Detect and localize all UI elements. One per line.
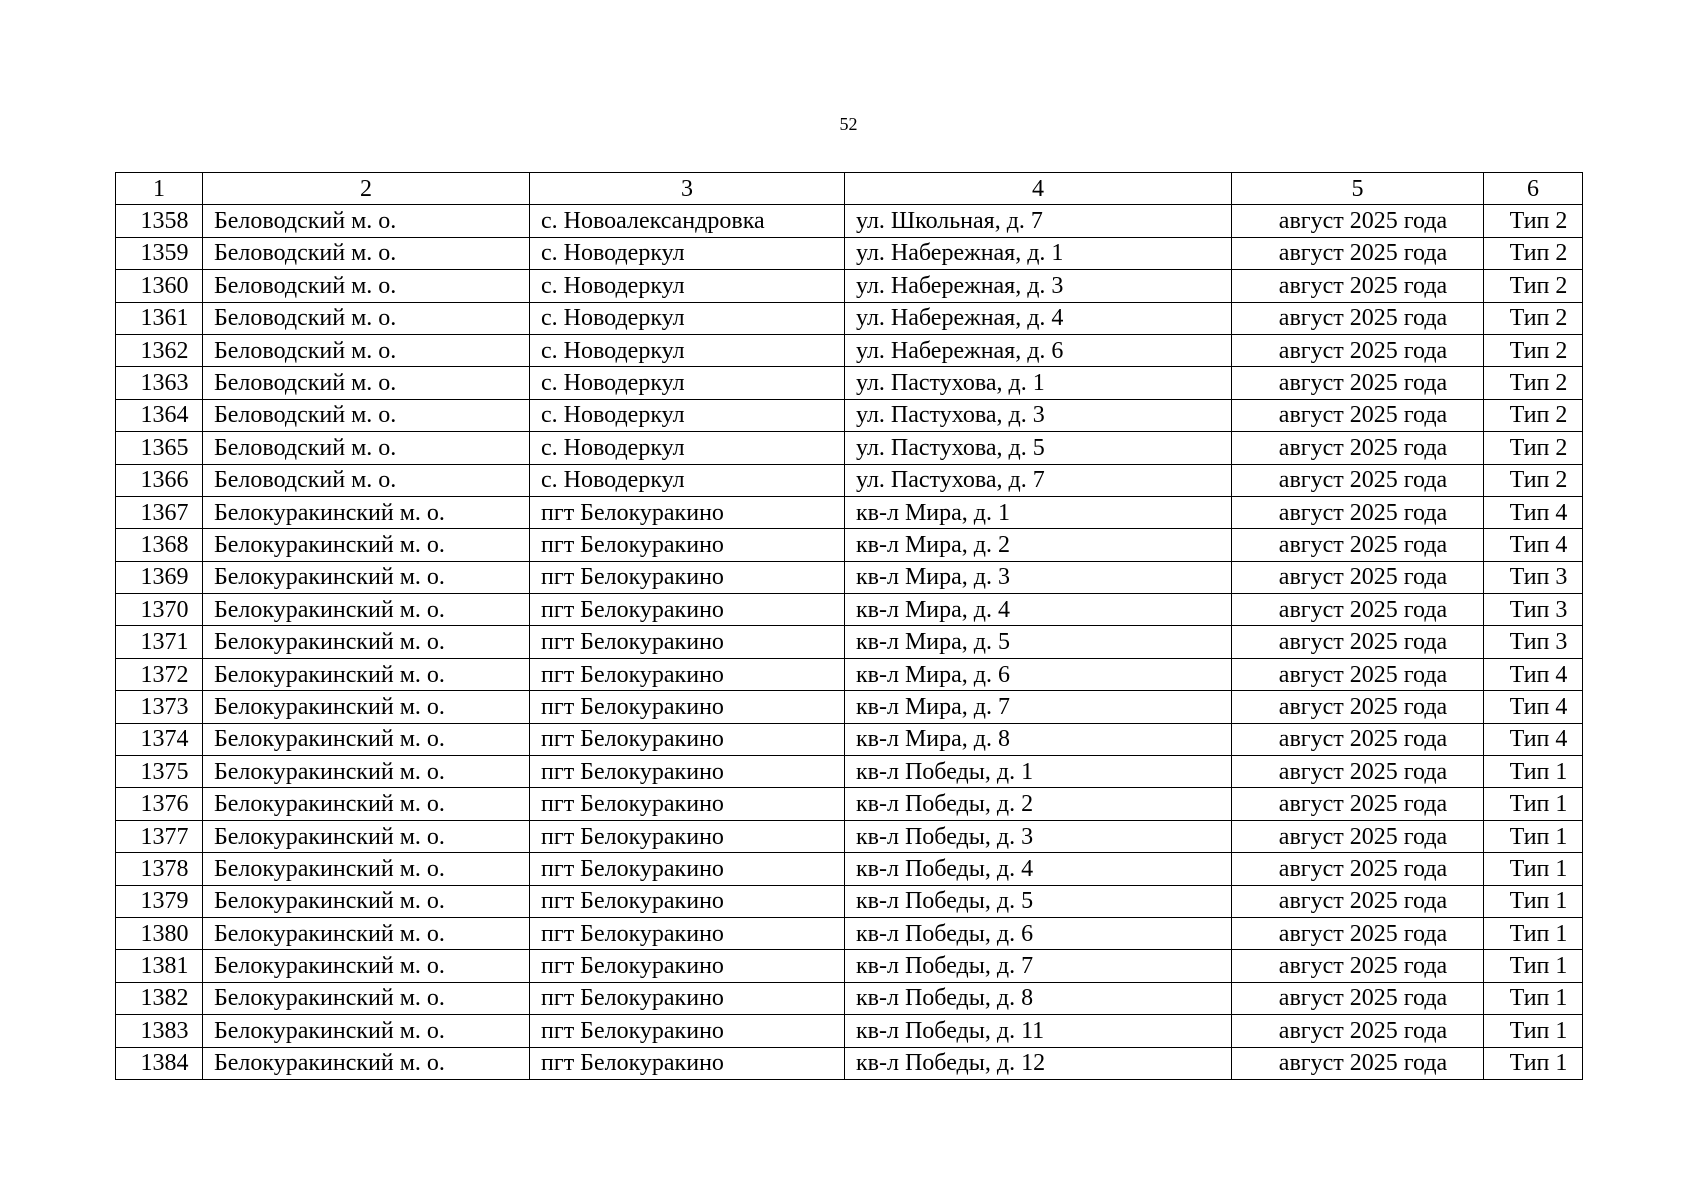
- district-cell: Белокуракинский м. о.: [203, 594, 530, 626]
- type-cell: Тип 2: [1484, 399, 1583, 431]
- date-cell: август 2025 года: [1232, 594, 1484, 626]
- address-cell: кв-л Мира, д. 5: [845, 626, 1232, 658]
- date-cell: август 2025 года: [1232, 626, 1484, 658]
- table-row: [116, 950, 1583, 982]
- date-cell: август 2025 года: [1232, 367, 1484, 399]
- date-cell: август 2025 года: [1232, 334, 1484, 366]
- date-cell: август 2025 года: [1232, 917, 1484, 949]
- address-cell: кв-л Мира, д. 4: [845, 594, 1232, 626]
- row-number-cell: 1377: [116, 820, 203, 852]
- table-header-row: [116, 173, 1583, 205]
- district-cell: Беловодский м. о.: [203, 237, 530, 269]
- date-cell: август 2025 года: [1232, 464, 1484, 496]
- district-cell: Белокуракинский м. о.: [203, 691, 530, 723]
- date-cell: август 2025 года: [1232, 723, 1484, 755]
- table-row: [116, 302, 1583, 334]
- type-cell: Тип 1: [1484, 950, 1583, 982]
- settlement-cell: с. Новодеркул: [530, 237, 845, 269]
- row-number-cell: 1368: [116, 529, 203, 561]
- settlement-cell: пгт Белокуракино: [530, 1015, 845, 1047]
- settlement-cell: с. Новоалександровка: [530, 205, 845, 237]
- table-row: [116, 367, 1583, 399]
- table-row: [116, 1047, 1583, 1079]
- date-cell: август 2025 года: [1232, 205, 1484, 237]
- settlement-cell: с. Новодеркул: [530, 464, 845, 496]
- settlement-cell: пгт Белокуракино: [530, 658, 845, 690]
- type-cell: Тип 1: [1484, 788, 1583, 820]
- table-row: [116, 270, 1583, 302]
- settlement-cell: пгт Белокуракино: [530, 496, 845, 528]
- row-number-cell: 1360: [116, 270, 203, 302]
- date-cell: август 2025 года: [1232, 302, 1484, 334]
- table-row: [116, 917, 1583, 949]
- type-cell: Тип 3: [1484, 561, 1583, 593]
- table-body: [116, 205, 1583, 1080]
- address-cell: кв-л Мира, д. 7: [845, 691, 1232, 723]
- address-cell: ул. Набережная, д. 6: [845, 334, 1232, 366]
- table-row: [116, 237, 1583, 269]
- address-cell: ул. Пастухова, д. 1: [845, 367, 1232, 399]
- date-cell: август 2025 года: [1232, 853, 1484, 885]
- table-row: [116, 1015, 1583, 1047]
- table-row: [116, 658, 1583, 690]
- row-number-cell: 1379: [116, 885, 203, 917]
- settlement-cell: пгт Белокуракино: [530, 561, 845, 593]
- district-cell: Беловодский м. о.: [203, 432, 530, 464]
- district-cell: Беловодский м. о.: [203, 205, 530, 237]
- district-cell: Белокуракинский м. о.: [203, 756, 530, 788]
- row-number-cell: 1365: [116, 432, 203, 464]
- address-cell: ул. Пастухова, д. 7: [845, 464, 1232, 496]
- type-cell: Тип 2: [1484, 205, 1583, 237]
- address-table: [115, 172, 1583, 1080]
- address-cell: ул. Пастухова, д. 5: [845, 432, 1232, 464]
- row-number-cell: 1372: [116, 658, 203, 690]
- date-cell: август 2025 года: [1232, 950, 1484, 982]
- district-cell: Белокуракинский м. о.: [203, 496, 530, 528]
- table-row: [116, 205, 1583, 237]
- type-cell: Тип 1: [1484, 756, 1583, 788]
- column-header: 2: [203, 173, 530, 205]
- type-cell: Тип 4: [1484, 529, 1583, 561]
- settlement-cell: пгт Белокуракино: [530, 820, 845, 852]
- table-row: [116, 432, 1583, 464]
- type-cell: Тип 1: [1484, 853, 1583, 885]
- district-cell: Белокуракинский м. о.: [203, 820, 530, 852]
- settlement-cell: с. Новодеркул: [530, 334, 845, 366]
- type-cell: Тип 3: [1484, 594, 1583, 626]
- table-row: [116, 594, 1583, 626]
- address-cell: кв-л Мира, д. 3: [845, 561, 1232, 593]
- type-cell: Тип 4: [1484, 723, 1583, 755]
- type-cell: Тип 2: [1484, 367, 1583, 399]
- row-number-cell: 1362: [116, 334, 203, 366]
- address-cell: кв-л Победы, д. 3: [845, 820, 1232, 852]
- row-number-cell: 1370: [116, 594, 203, 626]
- row-number-cell: 1358: [116, 205, 203, 237]
- settlement-cell: пгт Белокуракино: [530, 853, 845, 885]
- address-cell: кв-л Мира, д. 2: [845, 529, 1232, 561]
- district-cell: Белокуракинский м. о.: [203, 626, 530, 658]
- type-cell: Тип 1: [1484, 982, 1583, 1014]
- address-cell: кв-л Победы, д. 8: [845, 982, 1232, 1014]
- table-row: [116, 691, 1583, 723]
- row-number-cell: 1371: [116, 626, 203, 658]
- district-cell: Белокуракинский м. о.: [203, 885, 530, 917]
- date-cell: август 2025 года: [1232, 691, 1484, 723]
- settlement-cell: с. Новодеркул: [530, 270, 845, 302]
- type-cell: Тип 4: [1484, 691, 1583, 723]
- settlement-cell: пгт Белокуракино: [530, 691, 845, 723]
- row-number-cell: 1373: [116, 691, 203, 723]
- table-row: [116, 982, 1583, 1014]
- address-cell: кв-л Победы, д. 2: [845, 788, 1232, 820]
- district-cell: Беловодский м. о.: [203, 270, 530, 302]
- table-row: [116, 561, 1583, 593]
- settlement-cell: пгт Белокуракино: [530, 917, 845, 949]
- column-header: 1: [116, 173, 203, 205]
- district-cell: Беловодский м. о.: [203, 399, 530, 431]
- settlement-cell: с. Новодеркул: [530, 367, 845, 399]
- settlement-cell: с. Новодеркул: [530, 432, 845, 464]
- date-cell: август 2025 года: [1232, 820, 1484, 852]
- table-row: [116, 885, 1583, 917]
- address-cell: кв-л Мира, д. 6: [845, 658, 1232, 690]
- row-number-cell: 1383: [116, 1015, 203, 1047]
- address-cell: кв-л Победы, д. 5: [845, 885, 1232, 917]
- address-cell: кв-л Победы, д. 7: [845, 950, 1232, 982]
- date-cell: август 2025 года: [1232, 982, 1484, 1014]
- row-number-cell: 1363: [116, 367, 203, 399]
- settlement-cell: пгт Белокуракино: [530, 529, 845, 561]
- type-cell: Тип 4: [1484, 658, 1583, 690]
- address-cell: ул. Пастухова, д. 3: [845, 399, 1232, 431]
- table-row: [116, 723, 1583, 755]
- table-row: [116, 529, 1583, 561]
- district-cell: Белокуракинский м. о.: [203, 723, 530, 755]
- settlement-cell: пгт Белокуракино: [530, 982, 845, 1014]
- district-cell: Беловодский м. о.: [203, 367, 530, 399]
- address-cell: ул. Набережная, д. 3: [845, 270, 1232, 302]
- district-cell: Беловодский м. о.: [203, 334, 530, 366]
- address-cell: кв-л Победы, д. 4: [845, 853, 1232, 885]
- row-number-cell: 1381: [116, 950, 203, 982]
- district-cell: Беловодский м. о.: [203, 302, 530, 334]
- row-number-cell: 1361: [116, 302, 203, 334]
- table-row: [116, 496, 1583, 528]
- column-header: 6: [1484, 173, 1583, 205]
- type-cell: Тип 1: [1484, 1047, 1583, 1079]
- date-cell: август 2025 года: [1232, 237, 1484, 269]
- settlement-cell: пгт Белокуракино: [530, 756, 845, 788]
- table-row: [116, 788, 1583, 820]
- table-row: [116, 853, 1583, 885]
- settlement-cell: пгт Белокуракино: [530, 885, 845, 917]
- district-cell: Белокуракинский м. о.: [203, 561, 530, 593]
- table-row: [116, 820, 1583, 852]
- page-number: 52: [839, 114, 858, 134]
- row-number-cell: 1376: [116, 788, 203, 820]
- address-cell: кв-л Победы, д. 6: [845, 917, 1232, 949]
- address-cell: ул. Набережная, д. 4: [845, 302, 1232, 334]
- type-cell: Тип 2: [1484, 334, 1583, 366]
- column-header: 4: [845, 173, 1232, 205]
- address-cell: кв-л Победы, д. 1: [845, 756, 1232, 788]
- type-cell: Тип 2: [1484, 237, 1583, 269]
- table-row: [116, 756, 1583, 788]
- date-cell: август 2025 года: [1232, 756, 1484, 788]
- settlement-cell: пгт Белокуракино: [530, 626, 845, 658]
- address-cell: кв-л Мира, д. 1: [845, 496, 1232, 528]
- type-cell: Тип 2: [1484, 302, 1583, 334]
- table-row: [116, 626, 1583, 658]
- district-cell: Белокуракинский м. о.: [203, 1015, 530, 1047]
- address-cell: ул. Школьная, д. 7: [845, 205, 1232, 237]
- settlement-cell: с. Новодеркул: [530, 399, 845, 431]
- date-cell: август 2025 года: [1232, 399, 1484, 431]
- district-cell: Белокуракинский м. о.: [203, 658, 530, 690]
- settlement-cell: пгт Белокуракино: [530, 950, 845, 982]
- table-row: [116, 399, 1583, 431]
- type-cell: Тип 2: [1484, 432, 1583, 464]
- address-cell: кв-л Мира, д. 8: [845, 723, 1232, 755]
- row-number-cell: 1378: [116, 853, 203, 885]
- row-number-cell: 1384: [116, 1047, 203, 1079]
- column-header: 5: [1232, 173, 1484, 205]
- row-number-cell: 1367: [116, 496, 203, 528]
- date-cell: август 2025 года: [1232, 788, 1484, 820]
- district-cell: Белокуракинский м. о.: [203, 950, 530, 982]
- type-cell: Тип 2: [1484, 464, 1583, 496]
- column-header: 3: [530, 173, 845, 205]
- date-cell: август 2025 года: [1232, 432, 1484, 464]
- settlement-cell: пгт Белокуракино: [530, 788, 845, 820]
- district-cell: Белокуракинский м. о.: [203, 788, 530, 820]
- district-cell: Белокуракинский м. о.: [203, 982, 530, 1014]
- type-cell: Тип 1: [1484, 885, 1583, 917]
- address-cell: кв-л Победы, д. 12: [845, 1047, 1232, 1079]
- date-cell: август 2025 года: [1232, 496, 1484, 528]
- row-number-cell: 1364: [116, 399, 203, 431]
- district-cell: Белокуракинский м. о.: [203, 529, 530, 561]
- row-number-cell: 1382: [116, 982, 203, 1014]
- row-number-cell: 1374: [116, 723, 203, 755]
- type-cell: Тип 3: [1484, 626, 1583, 658]
- type-cell: Тип 4: [1484, 496, 1583, 528]
- district-cell: Белокуракинский м. о.: [203, 1047, 530, 1079]
- type-cell: Тип 2: [1484, 270, 1583, 302]
- type-cell: Тип 1: [1484, 1015, 1583, 1047]
- date-cell: август 2025 года: [1232, 529, 1484, 561]
- table-row: [116, 464, 1583, 496]
- settlement-cell: с. Новодеркул: [530, 302, 845, 334]
- row-number-cell: 1366: [116, 464, 203, 496]
- settlement-cell: пгт Белокуракино: [530, 594, 845, 626]
- address-cell: ул. Набережная, д. 1: [845, 237, 1232, 269]
- date-cell: август 2025 года: [1232, 658, 1484, 690]
- date-cell: август 2025 года: [1232, 1047, 1484, 1079]
- date-cell: август 2025 года: [1232, 1015, 1484, 1047]
- address-cell: кв-л Победы, д. 11: [845, 1015, 1232, 1047]
- row-number-cell: 1375: [116, 756, 203, 788]
- district-cell: Белокуракинский м. о.: [203, 853, 530, 885]
- row-number-cell: 1380: [116, 917, 203, 949]
- district-cell: Белокуракинский м. о.: [203, 917, 530, 949]
- date-cell: август 2025 года: [1232, 270, 1484, 302]
- type-cell: Тип 1: [1484, 917, 1583, 949]
- row-number-cell: 1359: [116, 237, 203, 269]
- type-cell: Тип 1: [1484, 820, 1583, 852]
- settlement-cell: пгт Белокуракино: [530, 723, 845, 755]
- table-row: [116, 334, 1583, 366]
- settlement-cell: пгт Белокуракино: [530, 1047, 845, 1079]
- date-cell: август 2025 года: [1232, 885, 1484, 917]
- date-cell: август 2025 года: [1232, 561, 1484, 593]
- row-number-cell: 1369: [116, 561, 203, 593]
- district-cell: Беловодский м. о.: [203, 464, 530, 496]
